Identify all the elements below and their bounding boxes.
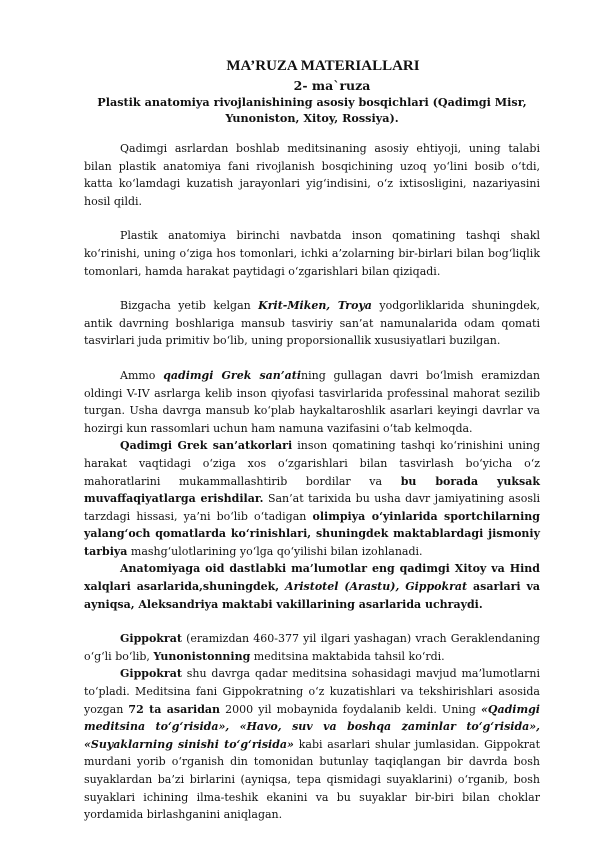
p8-text-b: shu davrga qadar meditsina sohasidagi mavjud ma’lumotlarni to‘pladi. Meditsina fani Gippokratning o‘z kuzatishlari va tekshirishlari asosida yozgan [84, 667, 540, 716]
p5-bold-a: Qadimgi Grek san’atkorlari [120, 439, 293, 453]
p7-text-b: (eramizdan 460-377 yil ilgari yashagan) vrach Geraklendaning o‘g‘li bo‘lib, [84, 632, 540, 663]
paragraph-3 [84, 297, 540, 350]
p3-text-a: Bizgacha yetib kelgan [120, 299, 259, 313]
p5-bold-c: bu borada yuksak muvaffaqiyatlarga erishdilar. [84, 474, 540, 506]
p7-text-d: meditsina maktabida tahsil ko‘rdi. [250, 649, 445, 663]
p5-text-d: San’at tarixida bu usha davr jamiyatining asosli tarzdagi hissasi, ya’ni bo‘lib o‘tadigan [84, 492, 541, 523]
document-title: MA’RUZA MATERIALLARI [226, 58, 420, 74]
p5-text-f: mashg‘ulotlarining yo‘lga qo‘yilishi bilan izohlanadi. [127, 544, 423, 558]
paragraph-4 [84, 367, 540, 437]
paragraph-6 [84, 560, 540, 613]
p4-emphasis: qadimgi Grek san’ati [163, 368, 302, 382]
subtitle-line-2: Yunoniston, Xitoy, Rossiya). [225, 111, 399, 125]
paragraph-7 [84, 630, 540, 665]
lecture-number: 2- ma`ruza [293, 78, 371, 93]
paragraph-1: Qadimgi asrlardan boshlab meditsinaning asosiy ehtiyoji, uning talabi bilan plastik anatomiya fani rivojlanish bosqichining uzoq yo‘lini bosib o‘tdi, katta ko‘lamdagi kuzatish jarayonlari yig‘indisini, o‘z ixtisosligini, nazariyasini hosil qildi. [84, 142, 540, 208]
p8-bold-c: 72 ta asaridan [128, 702, 221, 716]
p7-bold-c: Yunonistonning [153, 649, 251, 663]
p3-emphasis: Krit-Miken, Troya [258, 299, 372, 313]
p8-text-d: 2000 yil mobaynida foydalanib keldi. Uning [220, 702, 482, 716]
p5-bold-e: olimpiya o‘yinlarida sportchilarning yalang‘och qomatlarda ko‘rinishlari, shuningdek maktablardagi jismoniy tarbiya [84, 509, 540, 558]
subtitle-line-1: Plastik anatomiya rivojlanishining asosiy bosqichlari (Qadimgi Misr, [97, 95, 527, 109]
p3-text-c: yodgorliklarida shuningdek, antik davrning boshlariga mansub tasviriy san’at namunalarida odam qomati tasvirlari juda primitiv bo‘lib, uning proporsionallik xususiyatlari buzilgan. [84, 299, 540, 348]
p6-bold-c: asarlari va ayniqsa, Aleksandriya maktabi vakillarining asarlarida uchraydi. [84, 580, 540, 611]
paragraph-8 [84, 665, 540, 823]
p4-text-a: Ammo [120, 368, 164, 382]
p6-bold-a: Anatomiyaga oid dastlabki ma’lumotlar eng qadimgi Xitoy va Hind xalqlari asarlarida,shuningdek, [84, 562, 540, 594]
paragraph-2: Plastik anatomiya birinchi navbatda inson qomatining tashqi shakl ko‘rinishi, uning o‘ziga hos tomonlari, ichki a’zolarning bir-birlari bilan bog‘liqlik tomonlari, hamda harakat paytidagi o‘zgarishlari bilan qiziqadi. [84, 229, 540, 278]
p7-bold-a: Gippokrat [120, 632, 182, 646]
p6-emphasis: Aristotel (Arastu), Gippokrat [285, 580, 468, 594]
p4-text-c: ning gullagan davri bo‘lmish eramizdan oldingi V-IV asrlarga kelib inson qiyofasi tasvirlarida professinal mahorat sezilib turgan. Usha davrga mansub ko‘plab haykaltaroshlik asarlari keyingi davrlar va hozirgi kun rassomlari uchun ham namuna vazifasini o‘tab kelmoqda. [84, 368, 540, 435]
p8-text-f: kabi asarlari shular jumlasidan. Gippokrat murdani yorib o‘rganish din tomonidan butunlay taqiqlangan bir davrda bosh suyaklardan ba’zi birlarini (ayniqsa, tepa qismidagi suyaklarini) o‘rganib, bosh suyaklari ichining ilma-teshik ekanini va bu suyaklar bir-biri bilan choklar yordamida birlashganini aniqlagan. [84, 737, 540, 822]
p5-text-b: inson qomatining tashqi ko‘rinishini uning harakat vaqtidagi o‘ziga xos o‘zgarishlari bilan tasvirlash bo‘yicha o‘z mahoratlarini mukammallashtirib bordilar va [84, 439, 540, 488]
p8-emphasis: «Qadimgi meditsina to‘g‘risida», «Havo, suv va boshqa zaminlar to‘g‘risida», «Suyaklarning sinishi to‘g‘risida» [84, 702, 540, 751]
p8-bold-a: Gippokrat [120, 667, 182, 681]
paragraph-5 [84, 437, 540, 560]
lecture-subtitle [84, 94, 540, 126]
